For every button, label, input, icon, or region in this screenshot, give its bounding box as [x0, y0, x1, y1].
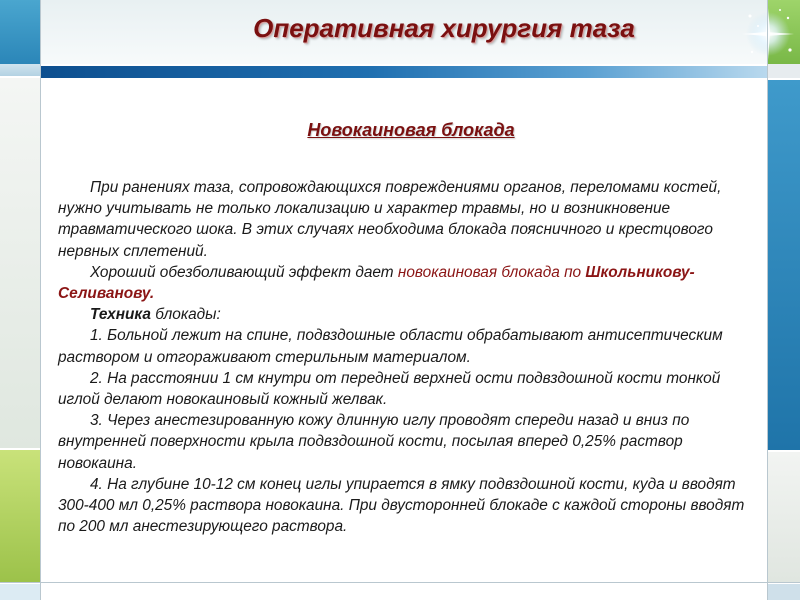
grid-line-bottom [0, 582, 800, 583]
slide-title: Оперативная хирургия таза [253, 13, 635, 43]
method-name: Школьникову-Селиванову. [58, 263, 695, 303]
body-text [58, 177, 758, 537]
method-highlight: новокаиновая блокада по [397, 263, 586, 281]
slide-header [40, 0, 768, 64]
paragraph-effect [58, 262, 758, 304]
technique-heading [58, 304, 758, 325]
slide-content [41, 80, 767, 582]
left-tile-blue [0, 0, 40, 64]
left-tile-gray [0, 78, 40, 448]
left-tile-green [0, 450, 40, 582]
step-item: 4. На глубине 10-12 см конец иглы упирается в ямку подвздошной кости, куда и вводят 300-400 мл 0,25% раствора новокаина. При двусторонней блокаде с каждой стороны вводят по 200 мл анестезирующего раствора. [58, 475, 745, 536]
technique-rest: блокады: [150, 306, 221, 324]
technique-label: Техника [90, 306, 151, 324]
step-item: 1. Больной лежит на спине, подвздошные области обрабатывают антисептическим раствором и отгораживают стерильным материалом. [58, 327, 723, 366]
effect-prefix: Хороший обезболивающий эффект дает [90, 263, 398, 281]
left-tile-light [0, 64, 40, 76]
right-tile-bottom [768, 584, 800, 600]
grid-line-right [767, 0, 768, 600]
left-tile-bottom [0, 584, 40, 600]
paragraph-intro: При ранениях таза, сопровождающихся повреждениями органов, переломами костей, нужно учитывать не только локализацию и характер травмы, но и возникновение травматического шока. В этих случаях необходима блокада поясничного и крестцового нервных сплетений. [58, 179, 722, 260]
step-item: 3. Через анестезированную кожу длинную иглу проводят спереди назад и вниз по внутренней поверхности крыла подвздошной кости, посылая вперед 0,25% раствор новокаина. [58, 412, 690, 472]
section-heading: Новокаиновая блокада [307, 120, 515, 140]
step-item: 2. На расстоянии 1 см кнутри от передней верхней ости подвздошной кости тонкой иглой делают новокаиновый кожный желвак. [58, 369, 721, 409]
header-stripe [40, 66, 768, 78]
right-tile-gray [768, 452, 800, 582]
right-tile-light [768, 64, 800, 78]
